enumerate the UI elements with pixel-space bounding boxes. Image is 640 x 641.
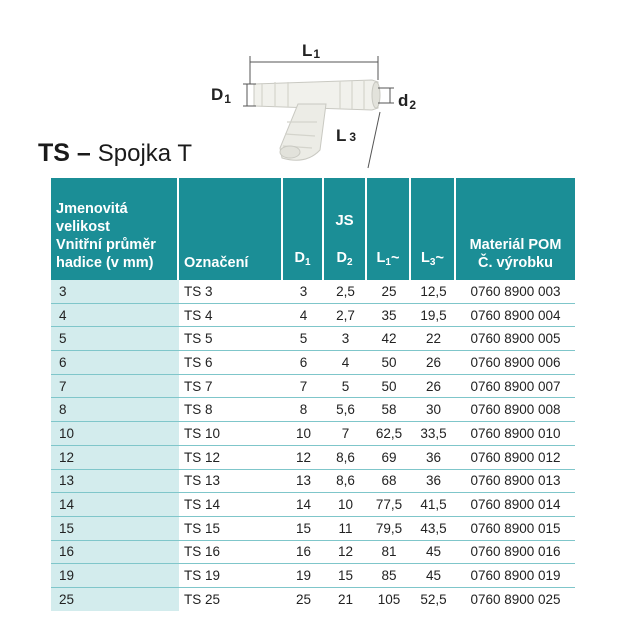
table-row — [51, 517, 575, 541]
table-row — [51, 564, 575, 588]
cell-l3: 30 — [411, 398, 456, 422]
cell-material: 0760 8900 005 — [456, 327, 575, 351]
table-row — [51, 493, 575, 517]
cell-size: 3 — [51, 280, 179, 304]
header-js: JS — [335, 212, 354, 229]
cell-size: 5 — [51, 327, 179, 351]
cell-l1: 68 — [367, 470, 411, 494]
cell-d2: 15 — [324, 564, 367, 588]
cell-l1: 50 — [367, 375, 411, 399]
cell-l1: 81 — [367, 541, 411, 565]
cell-d1: 8 — [283, 398, 324, 422]
cell-material: 0760 8900 025 — [470, 591, 561, 607]
cell-l3: 36 — [411, 446, 456, 470]
header-nominal-size: Jmenovitá velikost Vnitřní průměr hadice (v mm) — [51, 178, 179, 280]
cell-d1: 15 — [283, 517, 324, 541]
cell-code: TS 3 — [179, 280, 283, 304]
cell-l3: 45 — [411, 564, 456, 588]
product-title — [38, 139, 192, 168]
cell-code: TS 15 — [179, 517, 283, 541]
cell-d1: 13 — [283, 470, 324, 494]
cell-material: 0760 8900 014 — [456, 493, 575, 517]
cell-l3: 45 — [411, 541, 456, 565]
cell-material: 0760 8900 016 — [456, 541, 575, 565]
cell-size: 15 — [51, 517, 179, 541]
cell-code: TS 13 — [179, 470, 283, 494]
table-row — [51, 446, 575, 470]
label-l1: L1 — [302, 41, 321, 61]
table-row — [51, 541, 575, 565]
t-connector-part — [254, 80, 380, 160]
cell-l1: 62,5 — [367, 422, 411, 446]
cell-l1: 35 — [367, 304, 411, 328]
cell-code: TS 16 — [179, 541, 283, 565]
cell-size: 14 — [51, 493, 179, 517]
cell-size: 16 — [51, 541, 179, 565]
cell-size: 8 — [51, 398, 179, 422]
cell-l1: 58 — [367, 398, 411, 422]
cell-l1: 69 — [367, 446, 411, 470]
label-d1: D1 — [211, 85, 231, 106]
cell-d1: 6 — [283, 351, 324, 375]
cell-l3: 52,5 — [420, 591, 447, 607]
cell-size: 10 — [51, 422, 179, 446]
cell-size: 25 — [51, 588, 179, 611]
cell-size: 6 — [51, 351, 179, 375]
cell-code: TS 19 — [179, 564, 283, 588]
cell-code: TS 4 — [179, 304, 283, 328]
cell-d1: 19 — [283, 564, 324, 588]
header-l1: $L_1\sim$ — [367, 178, 411, 280]
cell-material: 0760 8900 013 — [456, 470, 575, 494]
table-row — [51, 470, 575, 494]
cell-d2: 8,6 — [324, 446, 367, 470]
cell-size: 4 — [51, 304, 179, 328]
cell-l1: 77,5 — [367, 493, 411, 517]
cell-l1: 105 — [377, 591, 401, 607]
cell-d1: 5 — [283, 327, 324, 351]
cell-d2: 10 — [324, 493, 367, 517]
cell-d1: 4 — [283, 304, 324, 328]
cell-l3: 43,5 — [411, 517, 456, 541]
header-d1: $D_1$ — [283, 178, 324, 280]
cell-material: 0760 8900 010 — [456, 422, 575, 446]
table-row — [51, 422, 575, 446]
cell-material: 0760 8900 015 — [456, 517, 575, 541]
cell-material: 0760 8900 019 — [456, 564, 575, 588]
label-l3: L 3 — [336, 126, 357, 145]
table-row — [51, 398, 575, 422]
cell-d2: 2,5 — [324, 280, 367, 304]
cell-material: 0760 8900 003 — [456, 280, 575, 304]
cell-d1: 16 — [283, 541, 324, 565]
table-row — [51, 304, 575, 328]
header-l3: $L_3\sim$ — [411, 178, 456, 280]
cell-code: TS 5 — [179, 327, 283, 351]
specification-table — [51, 178, 575, 611]
cell-d2: 12 — [324, 541, 367, 565]
cell-d2: 8,6 — [324, 470, 367, 494]
cell-size: 7 — [51, 375, 179, 399]
table-row — [51, 351, 575, 375]
header-d2: JS $D_2$ — [324, 178, 367, 280]
table-row — [51, 375, 575, 399]
cell-code: TS 14 — [179, 493, 283, 517]
cell-material: 0760 8900 012 — [456, 446, 575, 470]
cell-code: TS 6 — [179, 351, 283, 375]
cell-d1: 10 — [283, 422, 324, 446]
cell-l3: 26 — [411, 375, 456, 399]
cell-d2: 21 — [337, 591, 354, 607]
cell-l3: 36 — [411, 470, 456, 494]
cell-d1: 3 — [283, 280, 324, 304]
cell-l3: 12,5 — [411, 280, 456, 304]
product-code: TS – — [38, 139, 91, 167]
cell-l1: 79,5 — [367, 517, 411, 541]
cell-l3: 33,5 — [411, 422, 456, 446]
cell-material: 0760 8900 004 — [456, 304, 575, 328]
cell-size: 12 — [51, 446, 179, 470]
cell-d2: 3 — [324, 327, 367, 351]
cell-material: 0760 8900 006 — [456, 351, 575, 375]
table-row — [51, 588, 575, 611]
cell-l3: 41,5 — [411, 493, 456, 517]
cell-code: TS 10 — [179, 422, 283, 446]
cell-d2: 5 — [324, 375, 367, 399]
cell-d2: 7 — [324, 422, 367, 446]
cell-material: 0760 8900 008 — [456, 398, 575, 422]
cell-d1: 7 — [283, 375, 324, 399]
table-row — [51, 280, 575, 304]
cell-code: TS 25 — [184, 591, 221, 607]
table-header-row — [51, 178, 575, 280]
cell-l1: 42 — [367, 327, 411, 351]
cell-code: TS 12 — [179, 446, 283, 470]
header-material: Materiál POM Č. výrobku — [456, 178, 575, 280]
cell-l3: 22 — [411, 327, 456, 351]
table-row — [51, 327, 575, 351]
cell-d1: 12 — [283, 446, 324, 470]
cell-d2: 4 — [324, 351, 367, 375]
cell-code: TS 7 — [179, 375, 283, 399]
cell-l1: 50 — [367, 351, 411, 375]
cell-d1: 25 — [295, 591, 312, 607]
cell-d2: 2,7 — [324, 304, 367, 328]
cell-d1: 14 — [283, 493, 324, 517]
cell-material: 0760 8900 007 — [456, 375, 575, 399]
product-name: Spojka T — [97, 140, 193, 167]
cell-d2: 5,6 — [324, 398, 367, 422]
cell-l1: 25 — [367, 280, 411, 304]
cell-d2: 11 — [324, 517, 367, 541]
cell-code: TS 8 — [179, 398, 283, 422]
cell-l1: 85 — [367, 564, 411, 588]
label-d2: d2 — [398, 91, 417, 112]
cell-size: 19 — [51, 564, 179, 588]
header-code: Označení — [179, 178, 283, 280]
cell-size: 13 — [51, 470, 179, 494]
cell-l3: 26 — [411, 351, 456, 375]
cell-l3: 19,5 — [411, 304, 456, 328]
